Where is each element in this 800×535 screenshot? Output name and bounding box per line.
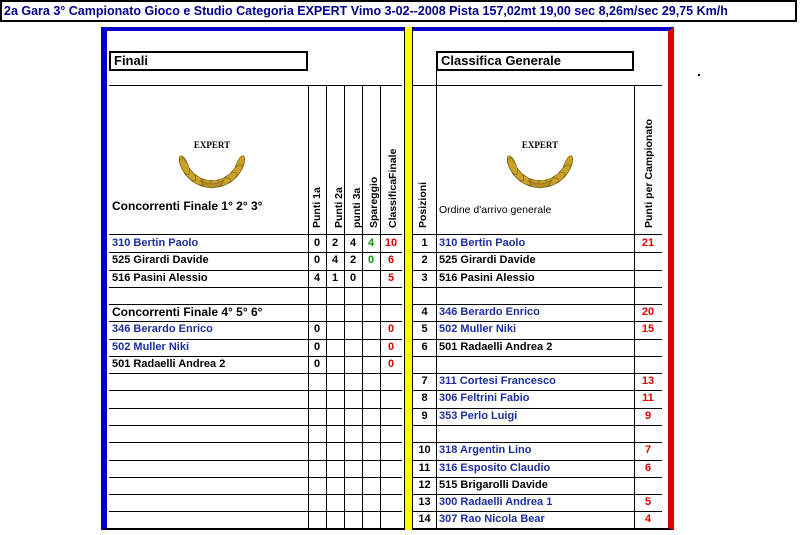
ordine-label: Ordine d'arrivo generale — [439, 204, 552, 216]
group1-row-punti2: 1 — [331, 272, 339, 284]
yellow-separator — [404, 27, 413, 530]
group1-row-classifica-finale: 6 — [387, 254, 395, 266]
group2-row-classifica-finale: 0 — [387, 323, 395, 335]
wreath-label-right: EXPERT — [521, 140, 559, 150]
ranking-points: 21 — [641, 237, 655, 249]
group1-row-spareggio: 4 — [367, 237, 375, 249]
ranking-name: 516 Pasini Alessio — [439, 272, 535, 284]
group2-row-punti1: 0 — [313, 341, 321, 353]
ranking-points: 20 — [641, 306, 655, 318]
col-header-spareggio: Spareggio — [368, 176, 380, 228]
ranking-position: 7 — [421, 375, 428, 387]
group1-row-classifica-finale: 10 — [384, 237, 398, 249]
col-header-punti2: Punti 2a — [333, 187, 345, 228]
ranking-points: 6 — [644, 462, 652, 474]
ranking-name: 307 Rao Nicola Bear — [439, 513, 545, 525]
ranking-name: 525 Girardi Davide — [439, 254, 536, 266]
grid-line — [413, 356, 662, 357]
grid-line — [344, 85, 345, 528]
finali-header-label: Finali — [114, 53, 148, 68]
ranking-position: 11 — [418, 462, 431, 474]
ranking-points: 13 — [641, 375, 655, 387]
col-header-punti3: punti 3a — [351, 187, 363, 228]
grid-line — [109, 477, 402, 478]
group1-row-punti1: 4 — [313, 272, 321, 284]
grid-line — [436, 51, 437, 85]
ranking-position: 13 — [418, 496, 431, 508]
title-bar — [0, 0, 797, 22]
ranking-position: 10 — [418, 444, 431, 456]
ranking-name: 346 Berardo Enrico — [439, 306, 540, 318]
ranking-position: 14 — [418, 513, 431, 525]
grid-line — [362, 85, 363, 528]
ranking-position: 12 — [418, 479, 431, 491]
grid-line — [109, 287, 402, 288]
group1-row-classifica-finale: 5 — [387, 272, 395, 284]
grid-line — [109, 373, 402, 374]
wreath-label: EXPERT — [193, 140, 231, 150]
ranking-position: 9 — [421, 410, 428, 422]
col-header-classifica-finale: ClassificaFinale — [387, 148, 399, 228]
expert-wreath-left-icon — [162, 104, 262, 190]
laurel-leaf — [506, 157, 520, 176]
group1-row-name: 516 Pasini Alessio — [112, 272, 208, 284]
ranking-position: 2 — [421, 254, 428, 266]
ranking-position: 3 — [421, 272, 428, 284]
group1-row-punti2: 2 — [331, 237, 339, 249]
grid-line — [413, 85, 662, 86]
col-header-punti-campionato: Punti per Campionato — [643, 118, 655, 228]
col-header-punti1: Punti 1a — [311, 187, 323, 228]
ranking-points: 11 — [642, 392, 654, 404]
grid-line — [413, 528, 662, 529]
ranking-position: 4 — [421, 306, 428, 318]
group2-row-name: 346 Berardo Enrico — [112, 323, 213, 335]
ranking-points: 4 — [644, 513, 652, 525]
ranking-position: 6 — [421, 341, 428, 353]
group2-title: Concorrenti Finale 4° 5° 6° — [112, 305, 263, 319]
group1-row-punti1: 0 — [313, 254, 321, 266]
grid-line — [326, 85, 327, 528]
group1-title: Concorrenti Finale 1° 2° 3° — [112, 199, 263, 213]
classifica-header — [436, 51, 634, 71]
laurel-leaf — [178, 157, 192, 176]
group2-row-punti1: 0 — [313, 358, 321, 370]
classifica-header-label: Classifica Generale — [441, 53, 561, 68]
grid-line — [109, 85, 402, 86]
ranking-name: 501 Radaelli Andrea 2 — [439, 341, 553, 353]
group1-row-name: 310 Bertin Paolo — [112, 237, 199, 249]
ranking-position: 1 — [421, 237, 428, 249]
group1-row-punti2: 4 — [331, 254, 339, 266]
grid-line — [380, 85, 381, 528]
group1-row-spareggio: 0 — [367, 254, 375, 266]
group2-row-punti1: 0 — [313, 323, 321, 335]
col-header-posizioni: Posizioni — [417, 181, 429, 228]
ranking-name: 353 Perlo Luigi — [439, 410, 518, 422]
expert-wreath-right-icon — [490, 104, 590, 190]
group1-row-name: 525 Girardi Davide — [112, 254, 209, 266]
group1-row-punti3: 2 — [349, 254, 357, 266]
ranking-position: 8 — [421, 392, 428, 404]
grid-line — [109, 494, 402, 495]
ranking-name: 318 Argentin Lino — [439, 444, 532, 456]
group2-row-name: 502 Muller Niki — [112, 341, 190, 353]
ranking-points: 5 — [644, 496, 652, 508]
finali-header — [109, 51, 308, 71]
grid-line — [109, 528, 402, 529]
ranking-points: 7 — [644, 444, 652, 456]
grid-line — [109, 460, 402, 461]
ranking-name: 310 Bertin Paolo — [439, 237, 526, 249]
grid-line — [436, 85, 437, 528]
grid-line — [413, 287, 662, 288]
stray-dot — [698, 74, 700, 76]
ranking-name: 300 Radaelli Andrea 1 — [439, 496, 553, 508]
ranking-name: 306 Feltrini Fabio — [439, 392, 530, 404]
ranking-points: 15 — [641, 323, 655, 335]
group2-row-name: 501 Radaelli Andrea 2 — [112, 358, 226, 370]
grid-line — [109, 425, 402, 426]
ranking-name: 515 Brigarolli Davide — [439, 479, 548, 491]
group1-row-punti1: 0 — [313, 237, 321, 249]
ranking-points: 9 — [644, 410, 652, 422]
ranking-position: 5 — [421, 323, 428, 335]
ranking-name: 311 Cortesi Francesco — [439, 375, 556, 387]
grid-line — [109, 408, 402, 409]
ranking-name: 316 Esposito Claudio — [439, 462, 551, 474]
grid-line — [109, 390, 402, 391]
group2-row-classifica-finale: 0 — [387, 341, 395, 353]
page-title: 2a Gara 3° Campionato Gioco e Studio Categoria EXPERT Vimo 3-02--2008 Pista 157,02mt 19,00 sec 8,26m/sec 29,75 Km/h — [4, 4, 728, 18]
group1-row-punti3: 4 — [349, 237, 357, 249]
grid-line — [413, 425, 662, 426]
group1-row-punti3: 0 — [349, 272, 357, 284]
ranking-name: 502 Muller Niki — [439, 323, 517, 335]
grid-line — [308, 85, 309, 528]
group2-row-classifica-finale: 0 — [387, 358, 395, 370]
grid-line — [109, 442, 402, 443]
grid-line — [109, 511, 402, 512]
